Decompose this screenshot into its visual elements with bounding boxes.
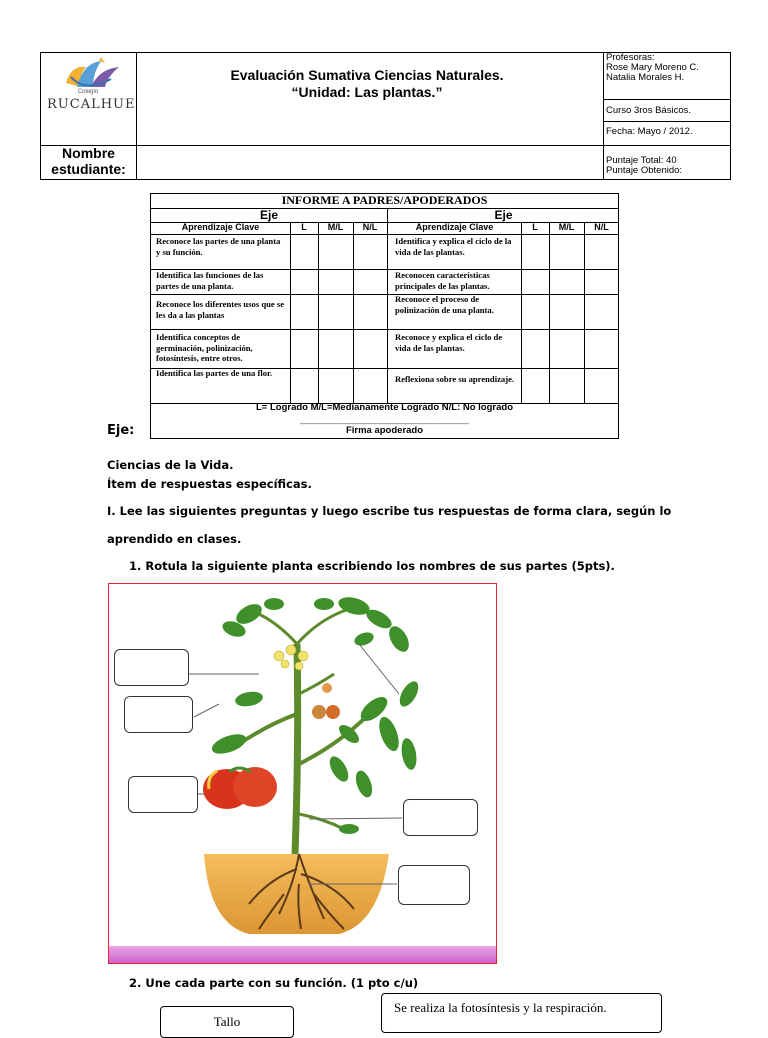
divider (151, 329, 618, 330)
divider (549, 222, 550, 403)
instruction: aprendido en clases. (107, 532, 242, 546)
table-cell: Reconoce las partes de una planta y su función. (156, 236, 281, 257)
label-line: estudiante: (51, 161, 126, 177)
student-name-label (41, 145, 136, 177)
eje-label: Eje: (107, 423, 135, 438)
match-function-box[interactable] (381, 993, 662, 1033)
table-cell: Reconoce el proceso de polinización de una planta. (395, 294, 494, 315)
match-function-label: Se realiza la fotosíntesis y la respiración. (394, 1000, 607, 1015)
table-cell: Reflexiona sobre su aprendizaje. (395, 374, 515, 384)
divider (151, 234, 618, 235)
label-box-3[interactable] (128, 776, 198, 813)
divider (290, 222, 291, 403)
table-cell: Identifica las partes de una flor. (156, 368, 273, 378)
score-block (606, 156, 682, 176)
table-cell: Identifica y explica el ciclo de la vida de las plantas. (395, 236, 512, 257)
school-logo (41, 53, 136, 145)
table-cell: Reconocen características principales de las plantas. (395, 270, 490, 291)
signature-line: ________________________________ (299, 414, 470, 425)
title-line: Evaluación Sumativa Ciencias Naturales. (230, 67, 504, 83)
label-box-4[interactable] (403, 799, 478, 836)
course-text: Curso 3ros Básicos. (606, 105, 692, 116)
eje-header-right: Eje (494, 208, 513, 222)
column-header: Aprendizaje Clave (415, 222, 494, 232)
table-cell: Identifica conceptos de germinación, polinización, fotosíntesis, entre otros. (156, 332, 253, 363)
column-header: N/L (362, 222, 378, 232)
divider (318, 222, 319, 403)
logo-name: RUCALHUE (47, 97, 136, 112)
student-name-field[interactable] (137, 146, 603, 179)
divider (603, 121, 730, 122)
divider (603, 53, 604, 179)
teacher-name: Rose Mary Moreno C. (606, 62, 699, 73)
date-text: Fecha: Mayo / 2012. (606, 126, 693, 137)
section-line: Ítem de respuestas específicas. (107, 477, 312, 491)
column-header: L (532, 222, 538, 232)
match-part-box[interactable] (160, 1006, 294, 1038)
column-header: Aprendizaje Clave (181, 222, 260, 232)
teachers-label: Profesoras: (606, 52, 655, 63)
page-title (137, 67, 597, 101)
column-header: N/L (594, 222, 609, 232)
score-total: Puntaje Total: 40 (606, 155, 677, 166)
table-cell: Identifica las funciones de las partes de una planta. (156, 270, 264, 291)
label-line: Nombre (62, 145, 115, 161)
question-1: 1. Rotula la siguiente planta escribiendo los nombres de sus partes (5pts). (129, 559, 615, 573)
label-box-5[interactable] (398, 865, 470, 905)
title-line: “Unidad: Las plantas.” (291, 84, 443, 100)
divider (584, 222, 585, 403)
header-table (40, 52, 731, 180)
instruction: I. Lee las siguientes preguntas y luego escribe tus respuestas de forma clara, según lo (107, 504, 672, 518)
tomato-plant-image (109, 584, 497, 964)
table-cell: Reconoce y explica el ciclo de vida de las plantas. (395, 332, 503, 353)
column-header: M/L (327, 222, 344, 232)
divider (387, 208, 388, 403)
report-title: INFORME A PADRES/APODERADOS (281, 193, 488, 207)
table-cell: Reconoce los diferentes usos que se les da a las plantas (156, 299, 285, 320)
column-header: M/L (558, 222, 575, 232)
plant-illustration (108, 583, 497, 964)
legend-text: L= Logrado M/L=Medianamente Logrado N/L: No logrado (255, 402, 514, 413)
teacher-name: Natalia Morales H. (606, 72, 685, 83)
question-2: 2. Une cada parte con su función. (1 pto c/u) (129, 976, 419, 990)
label-box-1[interactable] (114, 649, 189, 686)
score-obtained: Puntaje Obtenido: (606, 165, 683, 176)
divider (521, 222, 522, 403)
signature-label: Firma apoderado (345, 425, 424, 436)
eje-header-left: Eje (259, 208, 278, 222)
column-header: L (301, 222, 307, 232)
parents-report-table (150, 193, 619, 439)
section-line: Ciencias de la Vida. (107, 458, 234, 472)
logo-subtitle: Colegio (77, 89, 99, 95)
divider (353, 222, 354, 403)
divider (603, 99, 730, 100)
divider (151, 294, 618, 295)
match-part-label: Tallo (213, 1014, 241, 1029)
teachers-block (606, 53, 699, 83)
label-box-2[interactable] (124, 696, 193, 733)
